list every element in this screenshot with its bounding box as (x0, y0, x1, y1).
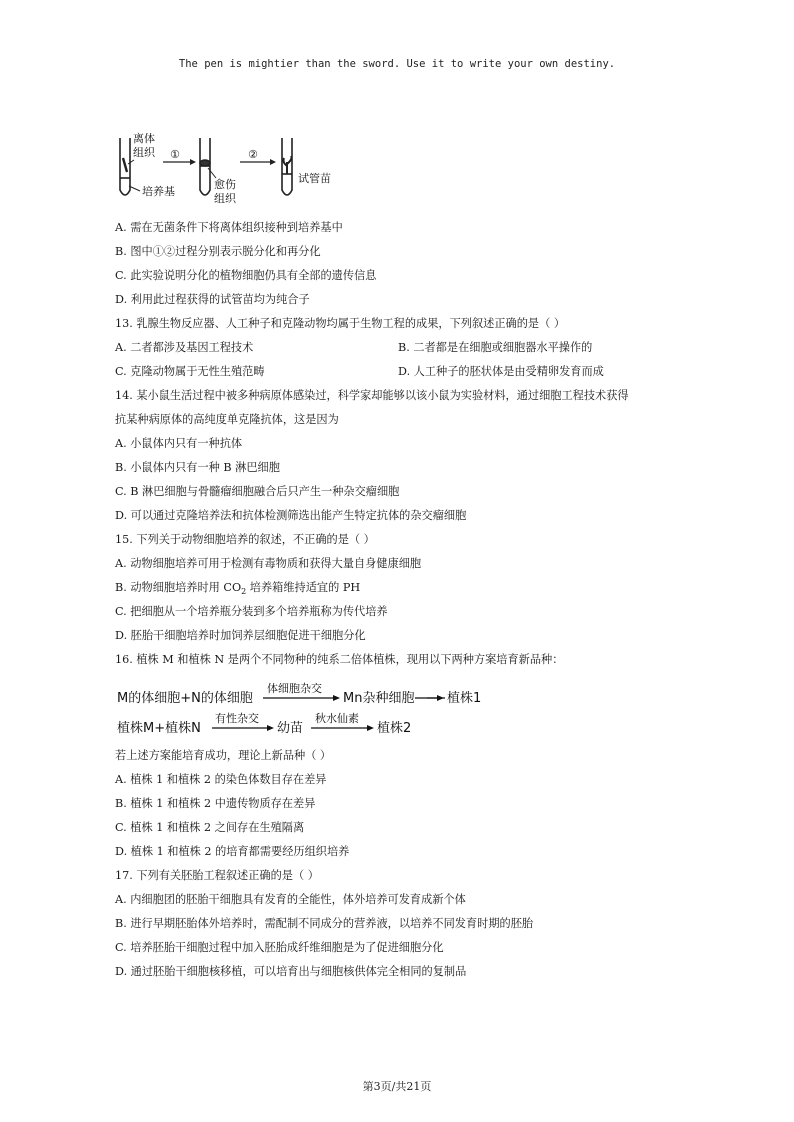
scheme-row1-end-visible: 植株1 (447, 691, 482, 706)
q12-option-c: C. 此实验说明分化的植物细胞仍具有全部的遗传信息 (115, 269, 377, 282)
tissue-culture-figure (108, 128, 348, 208)
q16-question: 若上述方案能培育成功，理论上新品种（ ） (115, 749, 332, 762)
q16-option-b: B. 植株 1 和植株 2 中遗传物质存在差异 (115, 797, 316, 810)
label-seedling: 试管苗 (298, 172, 331, 185)
step2-label: ② (248, 148, 258, 161)
q13-option-b: B. 二者都是在细胞或细胞器水平操作的 (398, 341, 593, 354)
q13-option-c: C. 克隆动物属于无性生殖范畴 (115, 365, 265, 378)
q15-option-b (115, 580, 360, 600)
tube-explant (120, 138, 130, 195)
scheme-row1-arrow-label: 体细胞杂交 (267, 682, 322, 695)
q15-option-a: A. 动物细胞培养可用于检测有毒物质和获得大量自身健康细胞 (115, 557, 422, 570)
q14-option-c: C. B 淋巴细胞与骨髓瘤细胞融合后只产生一种杂交瘤细胞 (115, 485, 400, 498)
q12-option-d: D. 利用此过程获得的试管苗均为纯合子 (115, 293, 310, 306)
q16-option-c: C. 植株 1 和植株 2 之间存在生殖隔离 (115, 821, 305, 834)
q15-stem: 15. 下列关于动物细胞培养的叙述，不正确的是（ ） (115, 533, 375, 546)
tube-callus (200, 138, 210, 195)
q15-option-b-post: 培养箱维持适宜的 PH (246, 581, 361, 594)
scheme-row1-start: M的体细胞+N的体细胞 (117, 691, 253, 706)
q17-option-a: A. 内细胞团的胚胎干细胞具有发育的全能性，体外培养可发育成新个体 (115, 893, 466, 906)
scheme-row2-start: 植株M+植株N (117, 721, 201, 736)
q13-option-d: D. 人工种子的胚状体是由受精卵发育而成 (398, 365, 604, 378)
step1-label: ① (170, 148, 180, 161)
q14-stem-1: 14. 某小鼠生活过程中被多种病原体感染过，科学家却能够以该小鼠为实验材料，通过细胞工程技术获得 (115, 389, 629, 402)
q15-option-c: C. 把细胞从一个培养瓶分装到多个培养瓶称为传代培养 (115, 605, 388, 618)
breeding-scheme-row1-end (415, 682, 495, 712)
breeding-scheme (115, 682, 445, 742)
label-medium: 培养基 (142, 185, 175, 198)
tube-seedling (282, 138, 292, 195)
q16-stem: 16. 植株 M 和植株 N 是两个不同物种的纯系二倍体植株，现用以下两种方案培育新品种： (115, 653, 564, 666)
q14-option-a: A. 小鼠体内只有一种抗体 (115, 437, 243, 450)
q15-option-b-pre: B. 动物细胞培养时用 CO (115, 581, 242, 594)
header-quote: The pen is mightier than the sword. Use it to write your own destiny. (178, 58, 616, 70)
q15-option-d: D. 胚胎干细胞培养时加饲养层细胞促进干细胞分化 (115, 629, 366, 642)
q13-stem: 13. 乳腺生物反应器、人工种子和克隆动物均属于生物工程的成果，下列叙述正确的是（ ） (115, 317, 566, 330)
scheme-row2-arrow2-label: 秋水仙素 (315, 712, 359, 725)
scheme-row2-arrow1-label: 有性杂交 (215, 712, 259, 725)
q17-stem: 17. 下列有关胚胎工程叙述正确的是（ ） (115, 869, 319, 882)
scheme-row2-end: 植株2 (377, 721, 412, 736)
q13-option-a: A. 二者都涉及基因工程技术 (115, 341, 254, 354)
page-number: 第3页/共21页 (362, 1080, 432, 1093)
q17-option-c: C. 培养胚胎干细胞过程中加入胚胎成纤维细胞是为了促进细胞分化 (115, 941, 444, 954)
label-tissue: 组织 (133, 146, 155, 159)
q14-stem-2: 抗某种病原体的高纯度单克隆抗体，这是因为 (115, 413, 339, 426)
q15-option-b-sub: 2 (241, 587, 247, 597)
scheme-row2-mid: 幼苗 (277, 721, 304, 736)
scheme-row1-mid: Mn杂种细胞 (343, 691, 415, 706)
q12-option-b: B. 图中①②过程分别表示脱分化和再分化 (115, 245, 321, 258)
q17-option-d: D. 通过胚胎干细胞核移植，可以培育出与细胞核供体完全相同的复制品 (115, 965, 467, 978)
q12-option-a: A. 需在无菌条件下将离体组织接种到培养基中 (115, 221, 343, 234)
label-callus-1: 愈伤 (214, 178, 236, 191)
label-callus-2: 组织 (214, 192, 236, 205)
q14-option-b: B. 小鼠体内只有一种 B 淋巴细胞 (115, 461, 280, 474)
label-explant: 离体 (133, 132, 155, 145)
q17-option-b: B. 进行早期胚胎体外培养时，需配制不同成分的营养液，以培养不同发育时期的胚胎 (115, 917, 534, 930)
q16-option-d: D. 植株 1 和植株 2 的培育都需要经历组织培养 (115, 845, 350, 858)
q14-option-d: D. 可以通过克隆培养法和抗体检测筛选出能产生特定抗体的杂交瘤细胞 (115, 509, 467, 522)
q16-option-a: A. 植株 1 和植株 2 的染色体数目存在差异 (115, 773, 327, 786)
